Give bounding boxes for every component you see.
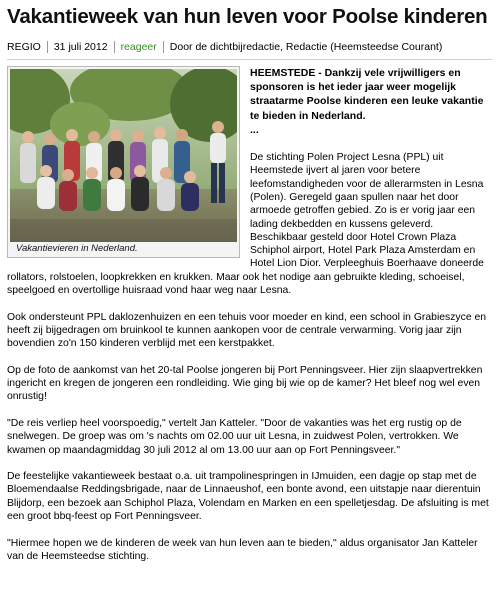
reactions-link[interactable]: reageer	[120, 41, 157, 53]
article-body	[7, 66, 492, 563]
group-photo[interactable]	[10, 69, 237, 242]
byline: Door de dichtbijredactie, Redactie (Heemsteedse Courant)	[169, 41, 443, 53]
paragraph: "De reis verliep heel voorspoedig," vertelt Jan Katteler. "Door de vakanties was het erg rustig op de snelwegen. De groep was om 's nachts om 02.00 uur uit Lesna, in zuidwest Polen, vertrokken. We kwamen op maandagmiddag 30 juli 2012 al om 13.00 uur aan op Fort Penningsveer."	[7, 417, 462, 456]
meta-divider	[114, 41, 115, 53]
paragraph: De stichting Polen Project Lesna (PPL) uit Heemstede ijvert al jaren voor betere leefomstandigheden voor de allerarmsten in Lesna (Polen). Geregeld gaan spullen naar het door armoede getroffen gebied. Zo is er vorig jaar een lading dekbedden en kussens geleverd. Beschikbaar gesteld door Hotel Crown Plaza Schiphol airport, Hotel Park Plaza Amsterdam en Hotel Lion Dior. Verpleeghuis Boerhaave doneerde rollators, rolstoelen, loopkrekken en krukken. Maar ook het nodige aan gebruikte kleding, schoeisel, speelgoed en overtollige huisraad vond haar weg naar Lesna.	[7, 152, 484, 296]
article-meta	[7, 39, 492, 55]
photo-caption: Vakantievieren in Nederland.	[16, 243, 138, 254]
paragraph: "Hiermee hopen we de kinderen de week van hun leven aan te bieden," aldus organisator Jan Katteler van de Heemsteedse stichting.	[7, 537, 478, 562]
paragraph: Ook ondersteunt PPL daklozenhuizen en een tehuis voor moeder en kind, een school in Grabieszyce en heeft zij bijgedragen om bruinkool te kunnen aankopen voor de centrale verwarming. Vorig jaar zijn bovendien zo'n 150 kinderen verblijd met een kerstpakket.	[7, 311, 487, 350]
header-rule	[7, 59, 492, 60]
meta-divider	[163, 41, 164, 53]
meta-divider	[47, 41, 48, 53]
publish-date: 31 juli 2012	[53, 41, 108, 53]
article-figure	[7, 66, 240, 258]
article-title: Vakantieweek van hun leven voor Poolse kinderen	[7, 5, 488, 28]
lead-text: HEEMSTEDE - Dankzij vele vrijwilligers en sponsoren is het ieder jaar weer mogelijk straatarme Poolse kinderen een leuke vakantie te bieden in Nederland.	[250, 67, 484, 122]
paragraph: De feestelijke vakantieweek bestaat o.a. uit trampolinespringen in IJmuiden, een dagje op stap met de Bloemendaalse Reddingsbrigade, naar de Linnaeushof, een bonte avond, een uitstapje naar dierentuin Blijdorp, een bezoek aan Schiphol Plaza, Volendam en Marken en een spelletjesdag. De afsluiting is met een groot bbq-feest op Fort Penningsveer.	[7, 471, 489, 523]
lead-ellipsis: ...	[250, 123, 259, 136]
section-label[interactable]: REGIO	[7, 41, 41, 53]
paragraph: Op de foto de aankomst van het 20-tal Poolse jongeren bij Port Penningsveer. Hier zijn slaapvertrekken ingericht en kregen de jongeren een rondleiding. Wie ging bij wie op de kamer? Het bleef nog wel even onrustig!	[7, 364, 483, 403]
